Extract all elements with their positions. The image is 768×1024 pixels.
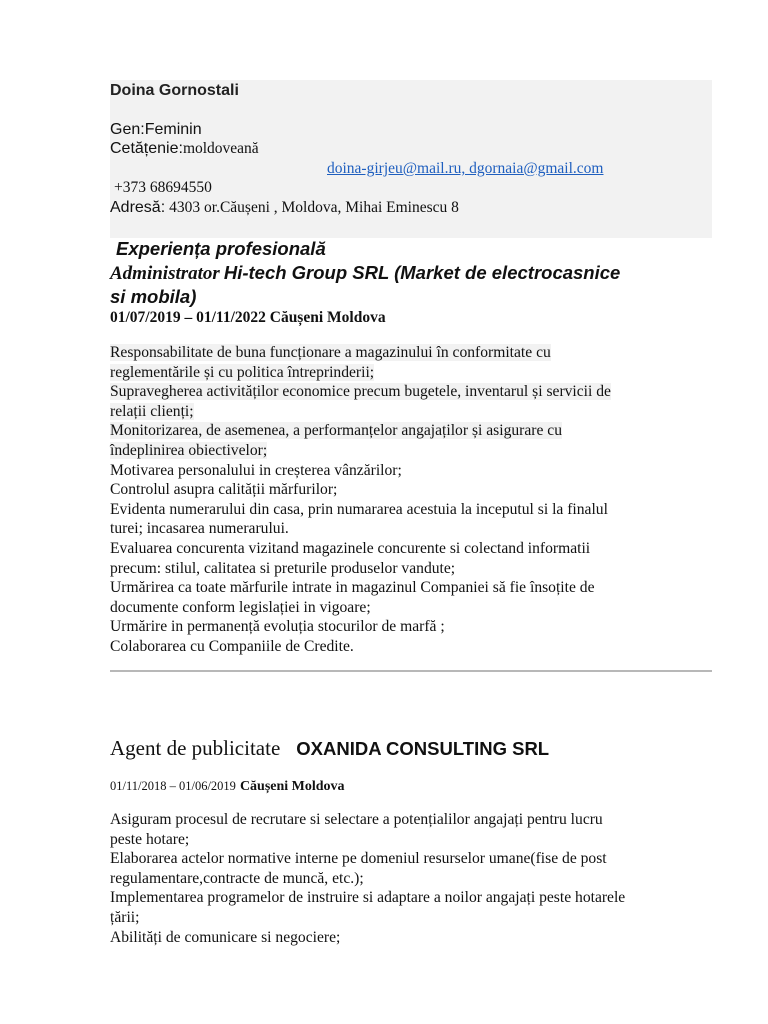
job1-line: Controlul asupra calității mărfurilor; bbox=[110, 481, 338, 499]
address-value: 4303 or.Căușeni , Moldova, Mihai Eminescu 8 bbox=[169, 199, 459, 216]
citizenship-label: Cetățenie: bbox=[110, 140, 183, 157]
phone-number: +373 68694550 bbox=[114, 179, 212, 196]
job1-line: documente conform legislației in vigoare; bbox=[110, 598, 371, 616]
job1-period: 01/07/2019 – 01/11/2022 Căușeni Moldova bbox=[110, 309, 386, 326]
job1-line: Urmărirea ca toate mărfurile intrate in magazinul Companiei să fie însoțite de bbox=[110, 579, 595, 597]
job2-position: Agent de publicitate bbox=[110, 736, 281, 760]
job2-line: țării; bbox=[110, 908, 140, 926]
job1-line: turei; incasarea numerarului. bbox=[110, 520, 289, 538]
job1-company: Hi-tech Group SRL (Market de electrocasnice bbox=[223, 262, 621, 283]
job1-responsibilities bbox=[110, 343, 710, 657]
email-link[interactable]: doina-girjeu@mail.ru, dgornaia@gmail.com bbox=[327, 160, 604, 177]
job1-line: reglementările și cu politica întreprinderii; bbox=[110, 363, 375, 381]
job2-period bbox=[110, 777, 345, 795]
job1-title-line bbox=[110, 262, 620, 285]
address-label: Adresă: bbox=[110, 199, 166, 216]
job2-period-place: Căușeni Moldova bbox=[239, 779, 345, 794]
job1-line: Responsabilitate de buna funcționare a magazinului în conformitate cu bbox=[110, 344, 551, 361]
gender-label: Gen: bbox=[110, 121, 145, 138]
job2-title-line bbox=[110, 736, 549, 761]
job2-line: Implementarea programelor de instruire si adaptare a noilor angajați peste hotarele bbox=[110, 889, 626, 907]
job1-company-continued: si mobila) bbox=[110, 286, 197, 307]
job2-period-dates: 01/11/2018 – 01/06/2019 bbox=[110, 779, 236, 793]
section-divider bbox=[110, 670, 712, 672]
citizenship-line bbox=[110, 140, 259, 158]
gender-line bbox=[110, 121, 202, 139]
experience-section-title: Experiența profesională bbox=[116, 238, 326, 259]
job2-line: regulamentare,contracte de muncă, etc.); bbox=[110, 869, 364, 887]
candidate-name: Doina Gornostali bbox=[110, 82, 239, 99]
job1-line: Supravegherea activităților economice precum bugetele, inventarul și servicii de bbox=[110, 383, 611, 401]
job1-line: Urmărire in permanență evoluția stocurilor de marfă ; bbox=[110, 618, 445, 636]
job1-position: Administrator bbox=[110, 263, 220, 284]
job1-line: relații clienți; bbox=[110, 402, 194, 420]
job1-line: Monitorizarea, de asemenea, a performanțelor angajaților și asigurare cu bbox=[110, 422, 563, 440]
job1-line: Evidenta numerarului din casa, prin numararea acestuia la inceputul si la finalul bbox=[110, 500, 608, 518]
citizenship-value: moldoveană bbox=[182, 140, 259, 157]
job1-line: precum: stilul, calitatea si preturile produselor vandute; bbox=[110, 559, 456, 577]
job2-responsibilities bbox=[110, 810, 710, 947]
job1-line: Colaborarea cu Companiile de Credite. bbox=[110, 637, 354, 655]
address-line bbox=[110, 199, 459, 217]
job1-line: îndeplinirea obiectivelor; bbox=[110, 441, 268, 459]
job1-line: Motivarea personalului in creșterea vânzărilor; bbox=[110, 461, 402, 479]
job2-line: peste hotare; bbox=[110, 830, 190, 848]
job2-line: Asiguram procesul de recrutare si selectare a potențialilor angajați pentru lucru bbox=[110, 811, 603, 828]
job2-line: Elaborarea actelor normative interne pe domeniul resurselor umane(fise de post bbox=[110, 850, 607, 868]
job2-company: OXANIDA CONSULTING SRL bbox=[296, 738, 550, 759]
job2-line: Abilități de comunicare si negociere; bbox=[110, 928, 341, 946]
gender-value: Feminin bbox=[144, 121, 202, 138]
job1-line: Evaluarea concurenta vizitand magazinele concurente si colectand informatii bbox=[110, 539, 591, 557]
